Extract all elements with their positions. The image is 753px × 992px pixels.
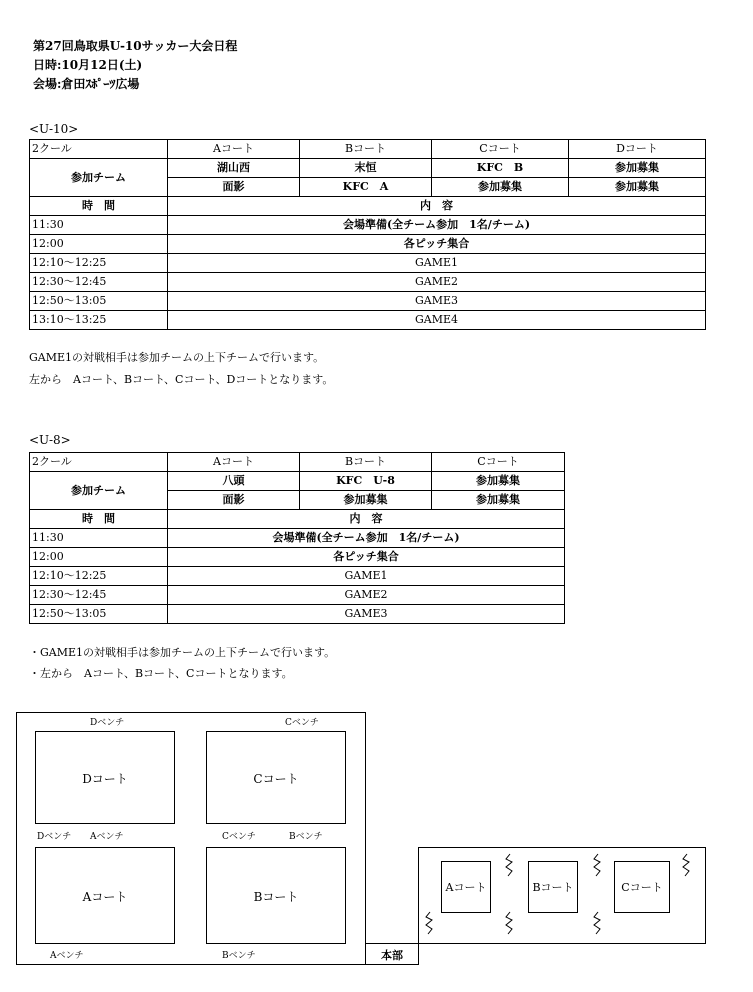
time-cell: 12:50～13:05 [30,605,168,624]
table-row [30,273,706,292]
teams-label: 参加チーム [30,159,168,197]
court-label: Aコート [82,890,128,904]
table-row [30,140,706,159]
u8-schedule-table [29,452,565,624]
court-a [35,847,175,944]
time-cell: 12:10～12:25 [30,567,168,586]
small-court-b [528,861,578,913]
court-label: Dコート [82,772,128,786]
table-row [30,292,706,311]
table-row [30,159,706,178]
squiggle-mark-icon [503,852,517,878]
u10-note-1: GAME1の対戦相手は参加チームの上下チームで行います。 [29,351,325,364]
u8-note-2: ・左から Aコート、Bコート、Cコートとなります。 [29,667,293,680]
team-cell: 湖山西 [168,159,300,178]
team-cell: 参加募集 [569,159,706,178]
bench-label: Aベンチ [90,832,124,842]
content-header: 内 容 [168,197,706,216]
table-row [30,235,706,254]
u10-note-2: 左から Aコート、Bコート、Cコート、Dコートとなります。 [29,373,334,386]
page-title: 第27回鳥取県U-10サッカー大会日程 [33,39,238,53]
content-cell: GAME3 [168,292,706,311]
bench-label: Cベンチ [285,718,319,728]
content-cell: GAME2 [168,586,565,605]
court-label: Aコート [445,881,487,894]
group-label: 2クール [30,453,168,472]
team-cell: 参加募集 [569,178,706,197]
time-header: 時 間 [30,197,168,216]
court-header: Dコート [569,140,706,159]
team-cell: KFC U-8 [300,472,432,491]
bench-label: Dベンチ [90,718,125,728]
team-cell: 参加募集 [432,472,565,491]
court-label: Bコート [532,881,574,894]
team-cell: KFC A [300,178,432,197]
content-cell: 会場準備(全チーム参加 1名/チーム) [168,529,565,548]
team-cell: 末恒 [300,159,432,178]
table-row [30,254,706,273]
content-cell: GAME1 [168,254,706,273]
squiggle-mark-icon [591,910,605,936]
bench-label: Aベンチ [50,951,84,961]
content-cell: 各ピッチ集合 [168,235,706,254]
time-header: 時 間 [30,510,168,529]
group-label: 2クール [30,140,168,159]
squiggle-mark-icon [503,910,517,936]
court-d [35,731,175,824]
squiggle-mark-icon [680,852,694,878]
court-header: Bコート [300,453,432,472]
content-cell: GAME4 [168,311,706,330]
court-label: Bコート [253,890,299,904]
court-label: Cコート [253,772,299,786]
table-row [30,216,706,235]
content-cell: 各ピッチ集合 [168,548,565,567]
content-cell: 会場準備(全チーム参加 1名/チーム) [168,216,706,235]
table-row [30,548,565,567]
event-venue: 会場:倉田ｽﾎﾟｰﾂ広場 [33,77,140,91]
bench-label: Dベンチ [37,832,72,842]
table-row [30,453,565,472]
time-cell: 12:00 [30,548,168,567]
court-header: Cコート [432,140,569,159]
team-cell: 面影 [168,491,300,510]
small-court-c [614,861,670,913]
content-cell: GAME1 [168,567,565,586]
table-row [30,510,565,529]
content-cell: GAME3 [168,605,565,624]
time-cell: 12:30～12:45 [30,273,168,292]
small-court-a [441,861,491,913]
content-cell: GAME2 [168,273,706,292]
u10-section-label: <U-10> [29,122,79,136]
team-cell: 参加募集 [432,491,565,510]
squiggle-mark-icon [423,910,437,936]
headquarters-box [365,943,419,965]
u8-section-label: <U-8> [29,433,71,447]
bench-label: Bベンチ [289,832,323,842]
court-header: Aコート [168,140,300,159]
table-row [30,311,706,330]
team-cell: 面影 [168,178,300,197]
content-header: 内 容 [168,510,565,529]
court-label: Cコート [621,881,663,894]
table-row [30,472,565,491]
bench-label: Bベンチ [222,951,256,961]
time-cell: 12:50～13:05 [30,292,168,311]
table-row [30,567,565,586]
u8-note-1: ・GAME1の対戦相手は参加チームの上下チームで行います。 [29,646,336,659]
event-date: 日時:10月12日(土) [33,58,143,72]
team-cell: 参加募集 [300,491,432,510]
court-header: Aコート [168,453,300,472]
headquarters-label: 本部 [381,949,403,962]
time-cell: 13:10～13:25 [30,311,168,330]
bench-label: Cベンチ [222,832,256,842]
time-cell: 12:00 [30,235,168,254]
court-header: Cコート [432,453,565,472]
u10-schedule-table [29,139,706,330]
time-cell: 12:10～12:25 [30,254,168,273]
court-b [206,847,346,944]
court-header: Bコート [300,140,432,159]
table-row [30,586,565,605]
time-cell: 11:30 [30,216,168,235]
table-row [30,529,565,548]
team-cell: 参加募集 [432,178,569,197]
court-c [206,731,346,824]
table-row [30,605,565,624]
teams-label: 参加チーム [30,472,168,510]
squiggle-mark-icon [591,852,605,878]
time-cell: 12:30～12:45 [30,586,168,605]
team-cell: KFC B [432,159,569,178]
time-cell: 11:30 [30,529,168,548]
table-row [30,197,706,216]
team-cell: 八頭 [168,472,300,491]
